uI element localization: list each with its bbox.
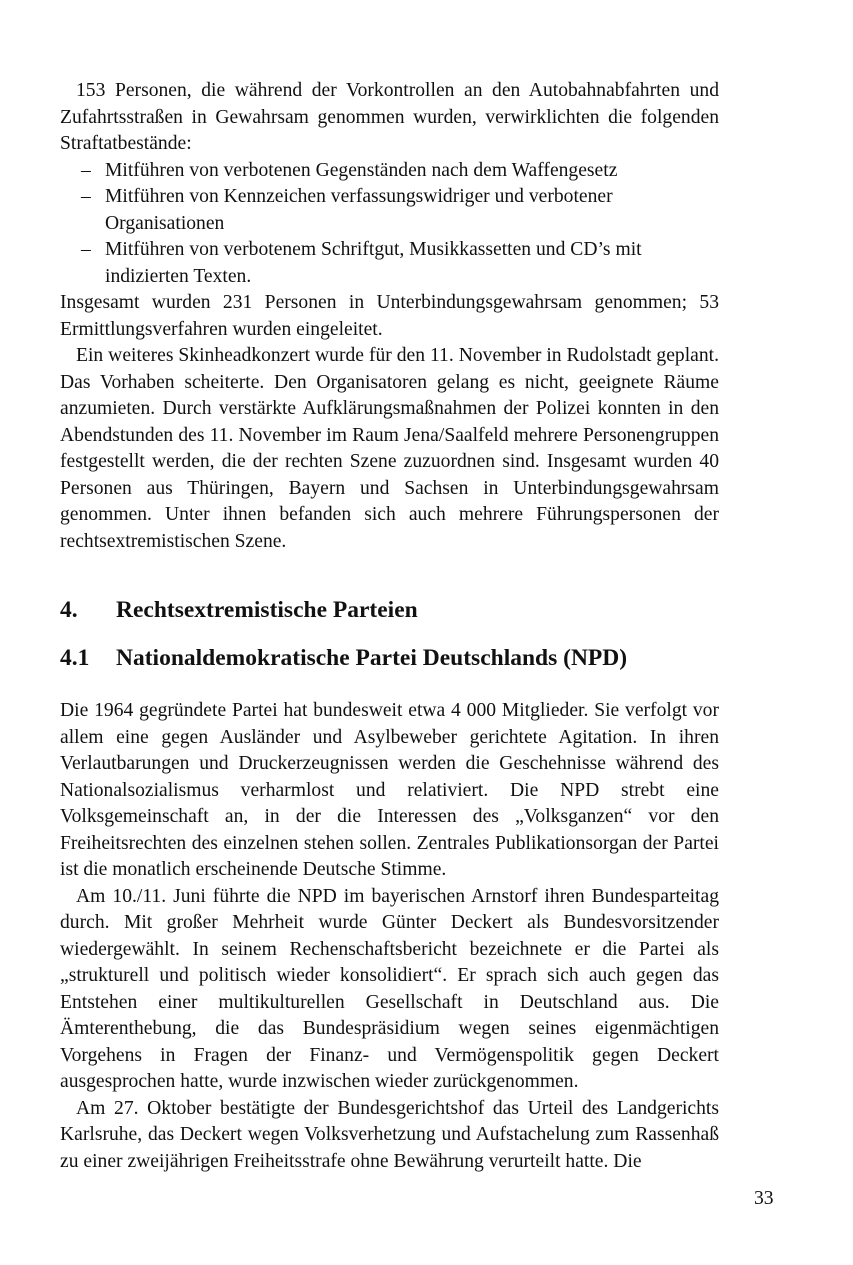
- concert-paragraph: Ein weiteres Skinheadkonzert wurde für den 11. November in Rudolstadt geplant. Das Vorhaben scheiterte. Den Organisatoren gelang es nicht, geeignete Räume anzumieten. Durch verstärkte Aufklärungsmaßnahmen der Polizei konnten in den Abendstunden des 11. November im Raum Jena/Saalfeld mehrere Personengruppen festgestellt werden, die der rechten Szene zuzuordnen sind. Insgesamt wurden 40 Personen aus Thüringen, Bayern und Sachsen in Unterbindungsgewahrsam genommen. Unter ihnen befanden sich auch mehrere Führungspersonen der rechtsextremistischen Szene.: [60, 345, 719, 552]
- dash-marker: –: [81, 159, 91, 181]
- section-number: 4.1: [60, 645, 90, 671]
- section-title: Nationaldemokratische Partei Deutschlands (NPD): [116, 645, 628, 671]
- section-heading-4: [60, 595, 719, 625]
- page-body: [60, 78, 719, 1175]
- summary-paragraph: Insgesamt wurden 231 Personen in Unterbindungsgewahrsam genommen; 53 Ermittlungsverfahren wurden eingeleitet.: [60, 292, 719, 340]
- npd-paragraph-2: Am 10./11. Juni führte die NPD im bayerischen Arnstorf ihren Bundesparteitag durch. Mit großer Mehrheit wurde Günter Deckert als Bundesvorsitzender wiedergewählt. In seinem Rechenschaftsbericht bezeichnete er die Partei als „strukturell und politisch wieder konsolidiert“. Er sprach sich auch gegen das Entstehen einer multikulturellen Gesellschaft in Deutschland aus. Die Ämterenthebung, die das Bundespräsidium wegen seines eigenmächtigen Vorgehens in Fragen der Finanz- und Vermögenspolitik gegen Deckert ausgesprochen hatte, wurde inzwischen wieder zurückgenommen.: [60, 885, 719, 1092]
- section-heading-4-1: [60, 643, 719, 673]
- dash-marker: –: [81, 186, 91, 207]
- list-item: – Mitführen von verbotenem Schriftgut, Musikkassetten und CD’s mit indizierten Texten.: [81, 239, 642, 287]
- dash-marker: –: [81, 239, 91, 260]
- list-item: – Mitführen von verbotenen Gegenständen nach dem Waffengesetz: [60, 158, 719, 185]
- npd-paragraph-3: Am 27. Oktober bestätigte der Bundesgerichtshof das Urteil des Landgerichts Karlsruhe, das Deckert wegen Volksverhetzung und Aufstachelung zum Rassenhaß zu einer zweijährigen Freiheitsstrafe ohne Bewährung verurteilt hatte. Die: [60, 1097, 719, 1172]
- page-number: 33: [754, 1188, 774, 1209]
- section-title: Rechtsextremistische Parteien: [116, 597, 418, 623]
- intro-paragraph: 153 Personen, die während der Vorkontrollen an den Autobahnabfahrten und Zufahrtsstraßen in Gewahrsam genommen wurden, verwirklichten die folgenden Straftatbestände:: [60, 80, 719, 154]
- section-number: 4.: [60, 597, 78, 623]
- list-item: – Mitführen von Kennzeichen verfassungswidriger und verbotener Organisationen: [81, 186, 613, 234]
- offense-list: [60, 158, 719, 291]
- npd-paragraph-1: Die 1964 gegründete Partei hat bundesweit etwa 4 000 Mitglieder. Sie verfolgt vor allem eine gegen Ausländer und Asylbeweber gerichtete Agitation. In ihren Verlautbarungen und Druckerzeugnissen werden die Geschehnisse während des Nationalsozialismus verharmlost und relativiert. Die NPD strebt eine Volksgemeinschaft an, in der die Interessen des „Volksganzen“ vor den Freiheitsrechten des einzelnen stehen sollen. Zentrales Publikationsorgan der Partei ist die monatlich erscheinende Deutsche Stimme.: [60, 700, 719, 880]
